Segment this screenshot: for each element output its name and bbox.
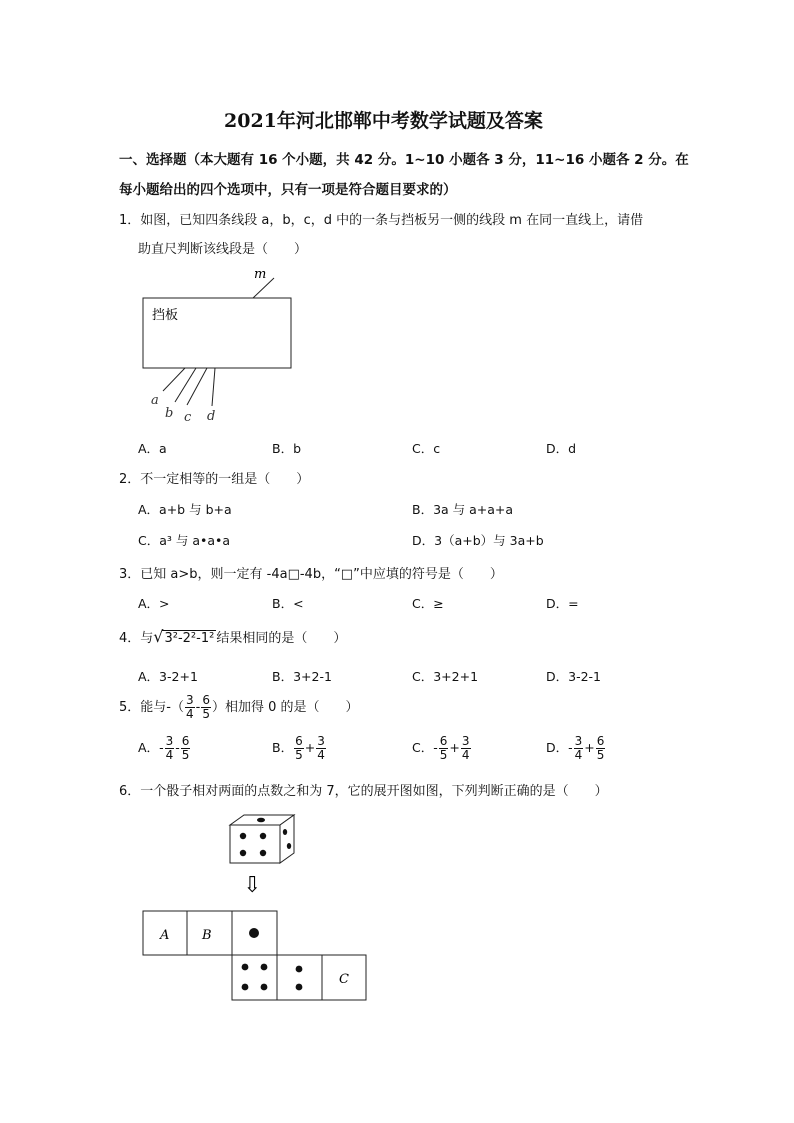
q1-option-c: C．c xyxy=(412,441,441,456)
segment-a xyxy=(163,368,185,391)
q5-prefix: 5．能与-（ xyxy=(119,700,184,715)
q4-option-d: D．3-2-1 xyxy=(546,669,602,684)
net-dot xyxy=(242,984,249,991)
net-dot xyxy=(261,984,268,991)
net-square-four xyxy=(232,955,277,1000)
net-dot xyxy=(242,964,249,971)
q2-option-c: C．a³ 与 a•a•a xyxy=(138,533,231,548)
die-front-dot xyxy=(260,833,266,839)
q1-option-b: B．b xyxy=(272,441,302,456)
die-front-dot xyxy=(240,850,246,856)
q5-frac1: $\frac{3}{4}$ xyxy=(185,693,194,721)
q5-option-b: B． $\frac{6}{5}$ + $\frac{3}{4}$ xyxy=(272,734,325,762)
down-arrow-icon: ⇩ xyxy=(243,873,262,898)
q4-option-c: C．3+2+1 xyxy=(412,669,479,684)
q1-figure xyxy=(130,262,330,432)
net-label-a: A xyxy=(160,928,170,943)
q4-radicand: 3²-2²-1² xyxy=(164,631,215,646)
q2-option-b: B．3a 与 a+a+a xyxy=(412,502,514,517)
label-m: m xyxy=(254,267,267,282)
q5-suffix: ）相加得 0 的是（ ） xyxy=(211,700,359,715)
q5-option-d: D．- $\frac{3}{4}$ + $\frac{6}{5}$ xyxy=(546,734,605,762)
q2-option-a: A．a+b 与 b+a xyxy=(138,502,232,517)
net-square-two xyxy=(277,955,322,1000)
label-d: d xyxy=(207,409,216,424)
net-dot xyxy=(296,966,303,973)
net-dot xyxy=(296,984,303,991)
die-front-dot xyxy=(240,833,246,839)
q6-figure xyxy=(140,810,372,1006)
net-dot xyxy=(261,964,268,971)
die-side-dot xyxy=(283,829,287,835)
q5-minus: - xyxy=(195,700,201,715)
q4-stem xyxy=(119,627,346,646)
q3-option-d: D．= xyxy=(546,596,579,611)
section-header-line2: 每小题给出的四个选项中，只有一项是符合题目要求的） xyxy=(119,182,457,198)
die-side-dot xyxy=(287,843,291,849)
die-3d xyxy=(230,815,294,863)
q1-option-a: A．a xyxy=(138,441,167,456)
die-top-dot xyxy=(257,818,265,823)
sqrt-sign: √ xyxy=(153,627,164,646)
label-b: b xyxy=(165,406,174,421)
q3-stem: 3．已知 a>b，则一定有 -4a□-4b，“□”中应填的符号是（ ） xyxy=(119,567,503,582)
q3-option-b: B．< xyxy=(272,596,304,611)
q3-option-c: C．≥ xyxy=(412,596,444,611)
q2-option-d: D．3（a+b）与 3a+b xyxy=(412,533,544,548)
q4-option-b: B．3+2-1 xyxy=(272,669,332,684)
q4-option-a: A．3-2+1 xyxy=(138,669,198,684)
segment-d xyxy=(212,368,215,406)
label-c: c xyxy=(184,410,192,425)
q4-prefix: 4．与 xyxy=(119,631,154,646)
net-label-c: C xyxy=(339,972,349,987)
q6-stem: 6．一个骰子相对两面的点数之和为 7，它的展开图如图，下列判断正确的是（ ） xyxy=(119,784,608,799)
q5-stem xyxy=(119,694,359,721)
q3-option-a: A．> xyxy=(138,596,170,611)
q4-suffix: 结果相同的是（ ） xyxy=(216,631,347,646)
net-label-b: B xyxy=(202,928,212,943)
q1-stem-line2: 助直尺判断该线段是（ ） xyxy=(138,242,308,257)
q5-option-a: A．- $\frac{3}{4}$ - $\frac{6}{5}$ xyxy=(138,734,190,762)
die-front-dot xyxy=(260,850,266,856)
page-title: 2021年河北邯郸中考数学试题及答案 xyxy=(224,110,543,132)
q5-frac2: $\frac{6}{5}$ xyxy=(202,693,210,721)
q5-option-c: C．- $\frac{6}{5}$ + $\frac{3}{4}$ xyxy=(412,734,470,762)
segment-b xyxy=(175,368,196,402)
segment-c xyxy=(187,368,207,405)
board-label: 挡板 xyxy=(152,308,179,323)
q1-option-d: D．d xyxy=(546,441,577,456)
q2-stem: 2．不一定相等的一组是（ ） xyxy=(119,472,310,487)
section-header-line1: 一、选择题（本大题有 16 个小题，共 42 分。1~10 小题各 3 分，11~16 小题各 2 分。在 xyxy=(119,152,689,168)
die-front-face xyxy=(230,825,280,863)
q1-stem-line1: 1．如图，已知四条线段 a，b，c，d 中的一条与挡板另一侧的线段 m 在同一直线上，请借 xyxy=(119,213,644,228)
label-a: a xyxy=(151,393,159,408)
net-dot xyxy=(249,928,259,938)
